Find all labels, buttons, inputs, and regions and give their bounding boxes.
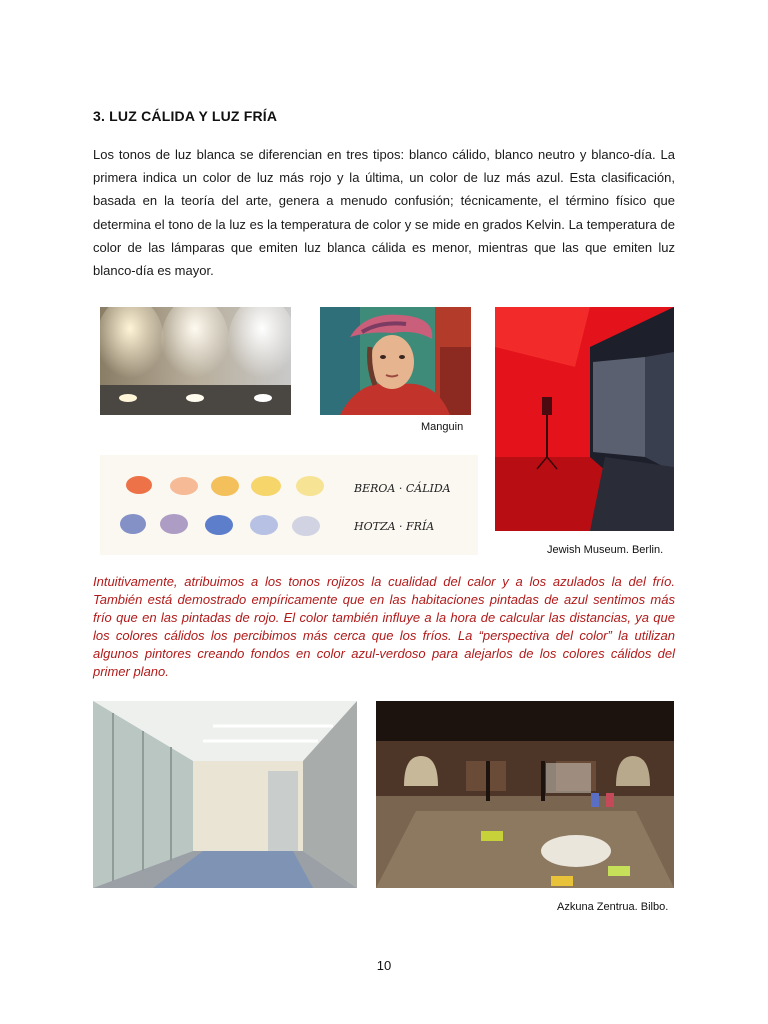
museum-caption: Jewish Museum. Berlin. <box>547 544 664 556</box>
warm-swatch-label: BEROA · CÁLIDA <box>354 482 451 495</box>
downlights-photo <box>100 307 291 415</box>
cold-swatch-label: HOTZA · FRÍA <box>354 520 435 533</box>
watercolor-swatches <box>100 455 478 555</box>
section-heading: 3. LUZ CÁLIDA Y LUZ FRÍA <box>93 108 278 124</box>
portrait-caption: Manguin <box>421 421 464 433</box>
manguin-portrait-painting <box>320 307 471 415</box>
azkuna-zentrua-photo <box>376 701 674 888</box>
page-number: 10 <box>376 958 392 973</box>
intro-paragraph: Los tonos de luz blanca se diferencian en tres tipos: blanco cálido, blanco neutro y blanco-día. La primera indica un color de luz más rojo y la última, un color de luz más azul. Esta clasificación, basada en la teoría del arte, genera a menudo confusión; técnicamente, el término físico que determina el tono de la luz es la temperatura de color y se mide en grados Kelvin. La temperatura de color de las lámparas que emiten luz blanca cálida es menor, mientras que las que emiten luz blanco-día es mayor. <box>93 147 675 279</box>
jewish-museum-photo <box>495 307 674 531</box>
azkuna-caption: Azkuna Zentrua. Bilbo. <box>557 901 669 913</box>
color-perception-callout: Intuitivamente, atribuimos a los tonos rojizos la cualidad del calor y a los azulados la del frío. También está demostrado empíricamente que en las habitaciones pintadas de azul sentimos más frío que en las pintadas de rojo. El color también influye a la hora de calcular las distancias, ya que los colores cálidos los percibimos más cerca que los fríos. La “perspectiva del color” la utilizan algunos pintores creando fondos en color azul-verdoso para alejarlos de los colores cálidos del primer plano. <box>93 574 675 679</box>
corridor-photo <box>93 701 357 888</box>
